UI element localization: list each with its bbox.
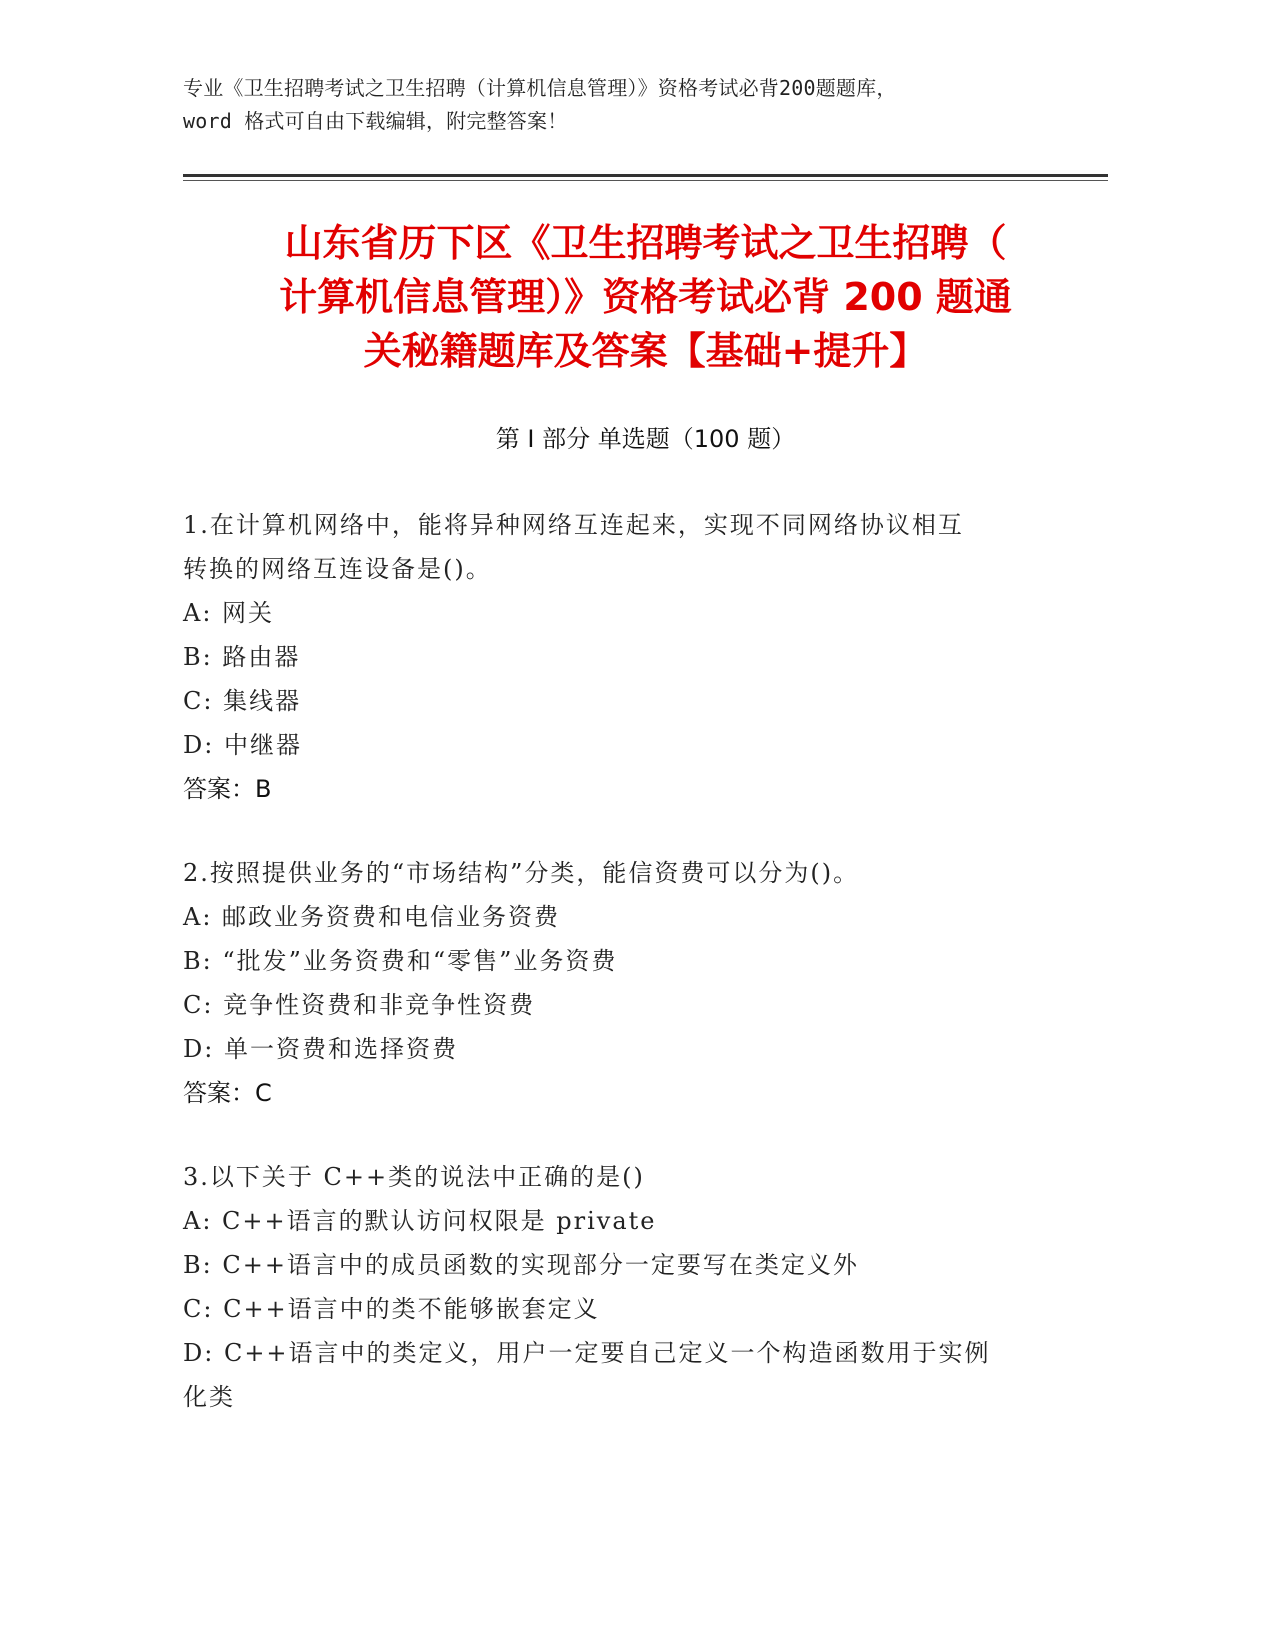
question-1 xyxy=(183,503,1043,811)
question-stem-line: 3.以下关于 C++类的说法中正确的是() xyxy=(183,1163,645,1191)
document-title xyxy=(183,216,1108,378)
option-d: D: C++语言中的类定义，用户一定要自己定义一个构造函数用于实例 xyxy=(183,1339,991,1367)
header-divider-thin xyxy=(183,180,1108,181)
answer: 答案：C xyxy=(183,1079,272,1107)
option-a: A: C++语言的默认访问权限是 private xyxy=(183,1207,657,1235)
option-c: C: 竞争性资费和非竞争性资费 xyxy=(183,991,536,1019)
option-c: C: C++语言中的类不能够嵌套定义 xyxy=(183,1295,600,1323)
option-c: C: 集线器 xyxy=(183,687,302,715)
answer: 答案：B xyxy=(183,775,272,803)
option-a: A: 邮政业务资费和电信业务资费 xyxy=(183,903,561,931)
question-3 xyxy=(183,1155,1043,1419)
question-stem xyxy=(183,851,1043,895)
option-b: B: 路由器 xyxy=(183,643,301,671)
question-stem xyxy=(183,1155,1043,1199)
question-stem xyxy=(183,503,1043,591)
header-note xyxy=(183,72,1083,138)
header-note-line-2: word 格式可自由下载编辑，附完整答案！ xyxy=(183,109,568,133)
option-b: B: C++语言中的成员函数的实现部分一定要写在类定义外 xyxy=(183,1251,859,1279)
option-d-continuation: 化类 xyxy=(183,1383,235,1411)
title-line-2: 计算机信息管理）》资格考试必背 200 题通 xyxy=(279,275,1012,319)
option-a: A: 网关 xyxy=(183,599,275,627)
title-line-1: 山东省历下区《卫生招聘考试之卫生招聘（ xyxy=(284,221,1007,265)
option-b: B: “批发”业务资费和“零售”业务资费 xyxy=(183,947,618,975)
question-stem-line: 1.在计算机网络中，能将异种网络互连起来，实现不同网络协议相互 xyxy=(183,511,964,539)
section-heading: 第 I 部分 单选题（100 题） xyxy=(495,425,796,453)
title-line-3: 关秘籍题库及答案【基础+提升】 xyxy=(363,329,928,373)
question-stem-line: 2.按照提供业务的“市场结构”分类，能信资费可以分为()。 xyxy=(183,859,860,887)
question-stem-line: 转换的网络互连设备是()。 xyxy=(183,555,492,583)
option-d: D: 中继器 xyxy=(183,731,302,759)
header-divider-thick xyxy=(183,174,1108,177)
header-note-line-1: 专业《卫生招聘考试之卫生招聘（计算机信息管理）》资格考试必背200题题库， xyxy=(183,76,897,100)
option-d: D: 单一资费和选择资费 xyxy=(183,1035,458,1063)
question-2 xyxy=(183,851,1043,1115)
